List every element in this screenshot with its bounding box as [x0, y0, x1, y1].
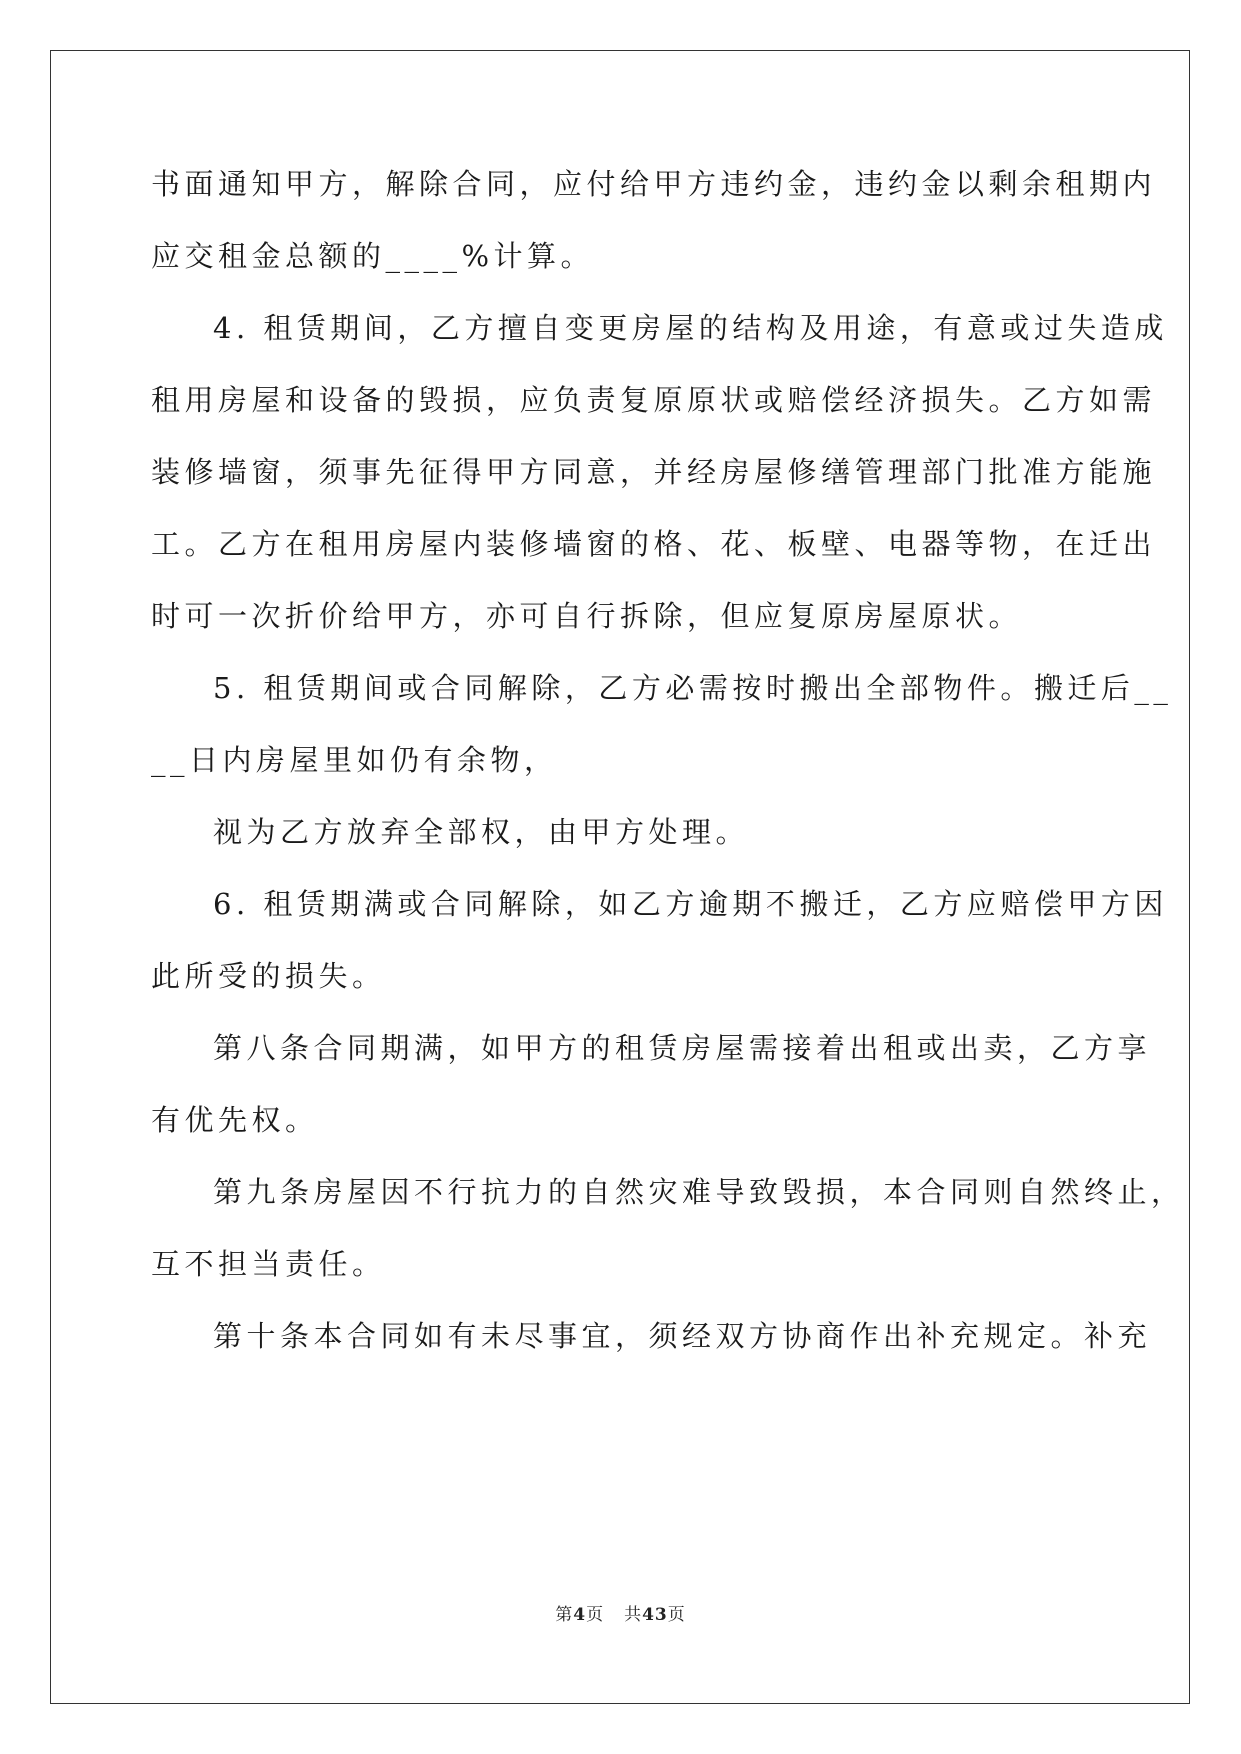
text-line: 工。乙方在租用房屋内装修墙窗的格、花、板壁、电器等物，在迁出: [151, 527, 1157, 561]
text-line: 第九条房屋因不行抗力的自然灾难导致毁损，本合同则自然终止，: [213, 1175, 1185, 1209]
total-prefix: 共: [624, 1605, 643, 1625]
text-line: 互不担当责任。: [151, 1247, 386, 1281]
text-line: 时可一次折价给甲方，亦可自行拆除，但应复原房屋原状。: [151, 599, 1023, 633]
text-line: 租用房屋和设备的毁损，应负责复原原状或赔偿经济损失。乙方如需: [151, 383, 1157, 417]
page-prefix: 第: [555, 1605, 574, 1625]
total-suffix: 页: [667, 1605, 686, 1625]
text-line: 书面通知甲方，解除合同，应付给甲方违约金，违约金以剩余租期内: [151, 167, 1157, 201]
page-number: 4: [573, 1605, 587, 1625]
total-pages: 43: [642, 1605, 668, 1625]
text-line: 此所受的损失。: [151, 959, 386, 993]
text-line: 第八条合同期满，如甲方的租赁房屋需接着出租或出卖，乙方享: [213, 1031, 1152, 1065]
text-line: 有优先权。: [151, 1103, 319, 1137]
text-line: 视为乙方放弃全部权，由甲方处理。: [213, 815, 750, 849]
text-line: 第十条本合同如有未尽事宜，须经双方协商作出补充规定。补充: [213, 1319, 1152, 1353]
text-line: 应交租金总额的____%计算。: [151, 239, 595, 273]
text-line: 6. 租赁期满或合同解除，如乙方逾期不搬迁，乙方应赔偿甲方因: [213, 887, 1168, 921]
page-border: [50, 50, 1190, 1704]
text-line: __日内房屋里如仍有余物，: [151, 743, 558, 777]
page-suffix: 页: [586, 1605, 605, 1625]
text-line: 装修墙窗，须事先征得甲方同意，并经房屋修缮管理部门批准方能施: [151, 455, 1157, 489]
text-line: 5. 租赁期间或合同解除，乙方必需按时搬出全部物件。搬迁后__: [213, 671, 1173, 705]
text-line: 4. 租赁期间，乙方擅自变更房屋的结构及用途，有意或过失造成: [213, 311, 1168, 345]
page-footer: [0, 1600, 1241, 1625]
